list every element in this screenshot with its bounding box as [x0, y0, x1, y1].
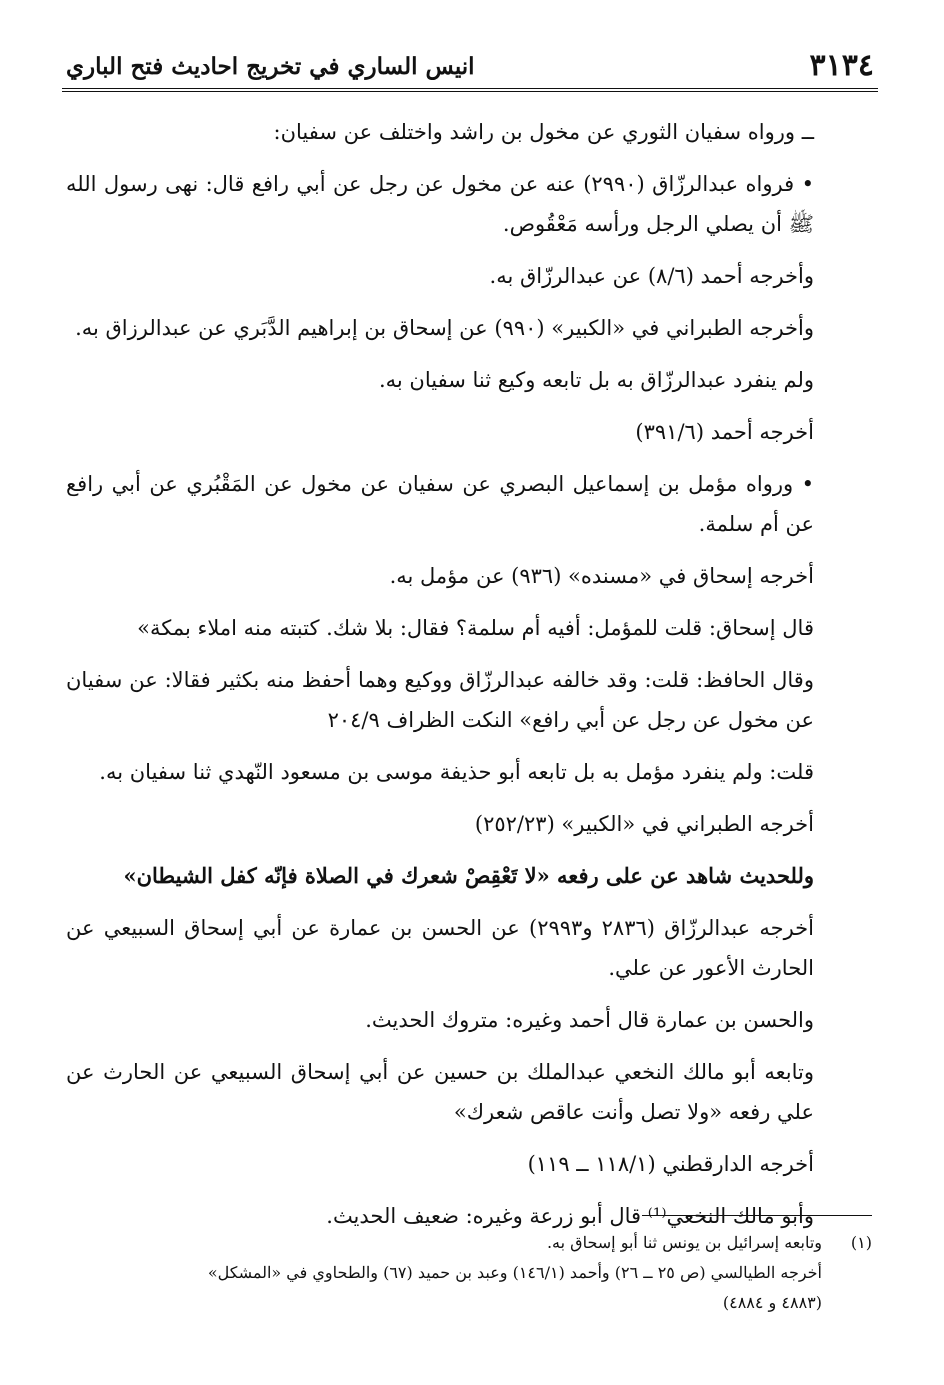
body-text [66, 112, 872, 1248]
footnote-number: (١) [850, 1233, 872, 1252]
paragraph: وللحديث شاهد عن على رفعه «لا تَعْقِصْ شعرك في الصلاة فإنّه كفل الشيطان» [123, 863, 814, 888]
footnote-divider [642, 1215, 872, 1216]
footnote-text: (٤٨٨٣ و ٤٨٨٤) [722, 1293, 822, 1312]
paragraph: والحسن بن عمارة قال أحمد وغيره: متروك الحديث. [365, 1008, 814, 1032]
paragraph: • فرواه عبدالرزّاق (٢٩٩٠) عنه عن مخول عن رجل عن أبي رافع قال: نهى رسول الله ﷺ أن يصلي الرجل ورأسه مَعْقُوص. [66, 172, 814, 236]
paragraph: وأخرجه أحمد (٨/٦) عن عبدالرزّاق به. [489, 264, 814, 288]
paragraph: وأخرجه الطبراني في «الكبير» (٩٩٠) عن إسحاق بن إبراهيم الدَّبَري عن عبدالرزاق به. [75, 316, 814, 340]
running-header [62, 42, 878, 92]
book-title: انيس الساري في تخريج احاديث فتح الباري [66, 53, 475, 80]
paragraph: أخرجه الطبراني في «الكبير» (٢٥٢/٢٣) [474, 812, 814, 836]
page-number: ٣١٣٤ [809, 48, 874, 83]
paragraph: أخرجه أحمد (٣٩١/٦) [635, 420, 814, 444]
footnote-text: وتابعه إسرائيل بن يونس ثنا أبو إسحاق به. [546, 1233, 822, 1252]
footnote [66, 1228, 872, 1258]
paragraph: ولم ينفرد عبدالرزّاق به بل تابعه وكيع ثنا سفيان به. [378, 368, 814, 392]
footnotes [66, 1228, 872, 1318]
paragraph: أخرجه عبدالرزّاق (٢٨٣٦ و٢٩٩٣) عن الحسن بن عمارة عن أبي إسحاق السبيعي عن الحارث الأعور عن علي. [66, 916, 814, 980]
paragraph: قال إسحاق: قلت للمؤمل: أفيه أم سلمة؟ فقال: بلا شك. كتبته منه املاء بمكة» [137, 616, 814, 640]
paragraph: وقال الحافظ: قلت: وقد خالفه عبدالرزّاق ووكيع وهما أحفظ منه بكثير فقالا: عن سفيان عن مخول عن رجل عن أبي رافع» النكت الظراف ٢٠٤/٩ [66, 668, 814, 732]
paragraph: أخرجه إسحاق في «مسنده» (٩٣٦) عن مؤمل به. [389, 564, 814, 588]
paragraph: قلت: ولم ينفرد مؤمل به بل تابعه أبو حذيفة موسى بن مسعود النّهدي ثنا سفيان به. [99, 760, 814, 784]
footnote-text: أخرجه الطيالسي (ص ٢٥ ــ ٢٦) وأحمد (١٤٦/١) وعبد بن حميد (٦٧) والطحاوي في «المشكل» [207, 1263, 822, 1282]
paragraph: أخرجه الدارقطني (١١٨/١ ــ ١١٩) [527, 1152, 814, 1176]
paragraph: وأبو مالك النخعي⁽¹⁾ قال أبو زرعة وغيره: ضعيف الحديث. [326, 1204, 814, 1228]
paragraph: ــ ورواه سفيان الثوري عن مخول بن راشد واختلف عن سفيان: [273, 120, 814, 144]
paragraph: • ورواه مؤمل بن إسماعيل البصري عن سفيان عن مخول عن المَقْبُري عن أبي رافع عن أم سلمة. [66, 472, 814, 536]
paragraph: وتابعه أبو مالك النخعي عبدالملك بن حسين عن أبي إسحاق السبيعي عن الحارث عن علي رفعه «ولا تصل وأنت عاقص شعرك» [66, 1060, 814, 1124]
